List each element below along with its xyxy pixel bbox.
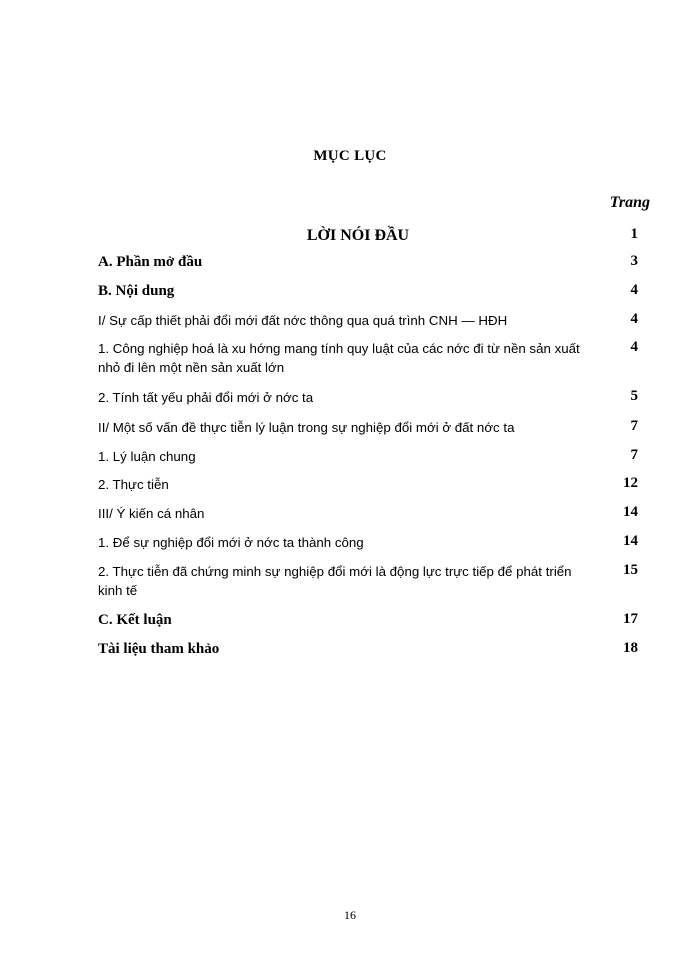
toc-entry [98, 311, 638, 330]
toc-entry-text: A. Phần mở đầu [98, 254, 203, 270]
toc-entry-text: 2. Thực tiễn đã chứng minh sự nghiệp đổi mới là động lực trực tiếp để phát triển kinh tế [98, 564, 572, 598]
page-title: MỤC LỤC [313, 148, 387, 164]
toc-entry-page: 18 [623, 640, 638, 656]
toc-entry-page: 4 [630, 339, 638, 355]
toc-entry-text: 1. Lý luận chung [98, 449, 196, 464]
toc-entry [98, 475, 638, 494]
toc-entry-text: II/ Một số vấn đề thực tiễn lý luận trong sự nghiệp đổi mới ở đất nớc ta [98, 420, 515, 435]
toc-entry [98, 282, 638, 301]
toc-entry-page: 17 [623, 611, 638, 627]
toc-entry [98, 504, 638, 523]
toc-entry-page: 14 [623, 504, 638, 520]
toc-entry-page: 5 [630, 388, 638, 404]
toc-entry-page: 1 [630, 226, 638, 242]
toc-entry-page: 4 [630, 311, 638, 327]
footer-page-number: 16 [344, 908, 356, 922]
toc-entry-text: III/ Ý kiến cá nhân [98, 506, 205, 521]
toc-entry [98, 447, 638, 466]
toc-entry [98, 253, 638, 272]
toc-entry-text: C. Kết luận [98, 612, 172, 628]
toc-entry-text: LỜI NÓI ĐẦU [306, 227, 410, 244]
toc-entry-page: 7 [630, 447, 638, 463]
toc-entry [98, 533, 638, 552]
toc-entry [98, 226, 638, 245]
toc-entry [98, 388, 638, 407]
toc-entry-text: 1. Công nghiệp hoá là xu hớng mang tính quy luật của các nớc đi từ nền sản xuất nhỏ đi lên một nền sản xuất lớn [98, 341, 580, 375]
toc-entry [98, 418, 638, 437]
toc-entry-text: 2. Thực tiễn [98, 477, 169, 492]
toc-entry-text: Tài liệu tham khảo [98, 641, 220, 657]
toc-entry-page: 4 [630, 282, 638, 298]
toc-entry-text: I/ Sự cấp thiết phải đổi mới đất nớc thông qua quá trình CNH — HĐH [98, 313, 508, 328]
toc-entry-page: 12 [623, 475, 638, 491]
toc-entry-text: 2. Tính tất yếu phải đổi mới ở nớc ta [98, 390, 314, 405]
toc-entry [98, 611, 638, 630]
toc-entry [98, 640, 638, 659]
toc-entry-page: 15 [623, 562, 638, 578]
toc-entry-page: 14 [623, 533, 638, 549]
toc-entry-text: B. Nội dung [98, 283, 175, 299]
toc-entry-page: 7 [630, 418, 638, 434]
page-column-label: Trang [609, 194, 650, 211]
toc-entry [98, 339, 638, 377]
toc-entry-page: 3 [630, 253, 638, 269]
toc-entry [98, 562, 638, 600]
toc-entry-text: 1. Để sự nghiệp đổi mới ở nớc ta thành công [98, 535, 364, 550]
